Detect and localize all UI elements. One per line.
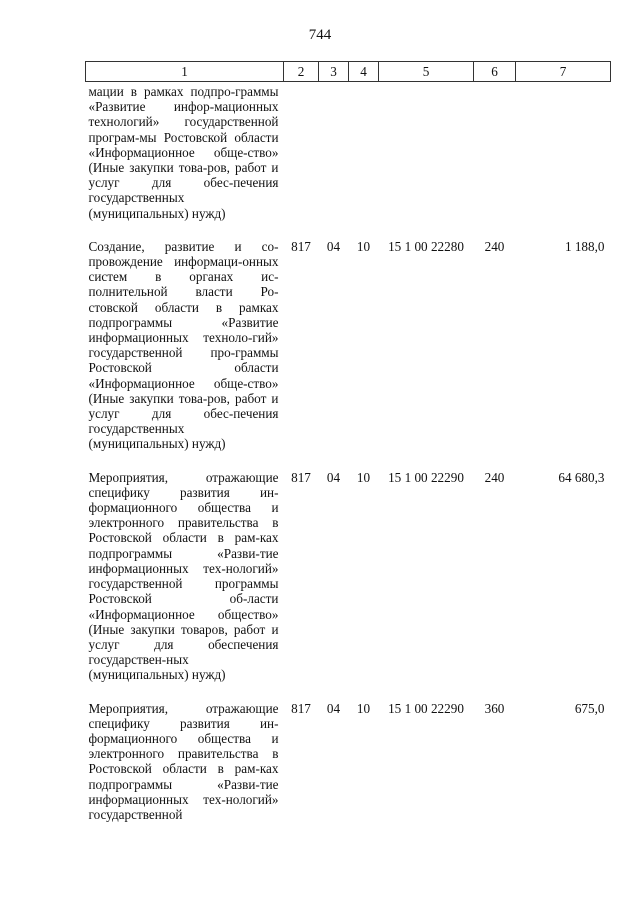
column-header-1: 1 [86, 62, 284, 82]
page-number: 744 [308, 27, 332, 43]
budget-table [85, 61, 611, 822]
row-spacer [86, 452, 611, 468]
table-row [86, 82, 611, 221]
expense-type-code [474, 82, 516, 221]
admin-code: 817 [291, 700, 311, 716]
column-header-4: 4 [349, 62, 379, 82]
target-article-code: 15 1 00 22280 [388, 238, 464, 254]
row-description: Мероприятия, отражающие специфику развития ин-формационного общества и электронного правительства в Ростовской области в рам-ках подпрограммы «Разви-тие информационных тех-нологий» государственной программы Ростовской об-ласти «Информационное общество» (Иные закупки товаров, работ и услуг для обеспечения государствен-ных (муниципальных) нужд) [88, 469, 279, 683]
expense-type-code: 240 [484, 469, 505, 485]
section-code [319, 82, 349, 221]
row-description-cell [86, 468, 284, 683]
amount: 675,0 [574, 700, 605, 716]
table-row [86, 468, 611, 683]
subsection-code: 10 [356, 238, 371, 254]
section-code: 04 [326, 469, 341, 485]
amount: 64 680,3 [558, 469, 605, 485]
expense-type-code: 240 [484, 238, 505, 254]
section-code: 04 [326, 700, 341, 716]
admin-code: 817 [291, 238, 311, 254]
row-description: Создание, развитие и со-провождение информаци-онных систем в органах ис-полнительной власти Ро-стовской области в рамках подпрограммы «Развитие информационных техноло-гий» государственной про-граммы Ростовской области «Информационное обще-ство» (Иные закупки това-ров, работ и услуг для обес-печения государственных (муниципальных) нужд) [88, 238, 279, 452]
table-row [86, 237, 611, 452]
admin-code [284, 82, 319, 221]
row-spacer [86, 221, 611, 237]
target-article-code: 15 1 00 22290 [388, 469, 464, 485]
row-spacer [86, 683, 611, 699]
row-description-cell [86, 699, 284, 823]
subsection-code [349, 82, 379, 221]
column-header-6: 6 [474, 62, 516, 82]
row-description: Мероприятия, отражающие специфику развития ин-формационного общества и электронного правительства в Ростовской области в рам-ках подпрограммы «Разви-тие информационных тех-нологий» государственной [88, 700, 279, 822]
amount [516, 82, 611, 221]
admin-code: 817 [291, 469, 311, 485]
expense-type-code: 360 [484, 700, 505, 716]
target-article-code [379, 82, 474, 221]
amount: 1 188,0 [564, 238, 605, 254]
subsection-code: 10 [356, 700, 371, 716]
row-description-cell [86, 237, 284, 452]
subsection-code: 10 [356, 469, 371, 485]
row-description-cell [86, 82, 284, 221]
target-article-code: 15 1 00 22290 [388, 700, 464, 716]
row-description: мации в рамках подпро-граммы «Развитие инфор-мационных технологий» государственной програм-мы Ростовской области «Информационное обще-ство» (Иные закупки това-ров, работ и услуг для обес-печения государственных (муниципальных) нужд) [88, 84, 279, 221]
table-row [86, 699, 611, 823]
section-code: 04 [326, 238, 341, 254]
column-header-3: 3 [319, 62, 349, 82]
column-header-5: 5 [379, 62, 474, 82]
header-row [86, 62, 611, 82]
column-header-2: 2 [284, 62, 319, 82]
column-header-7: 7 [516, 62, 611, 82]
